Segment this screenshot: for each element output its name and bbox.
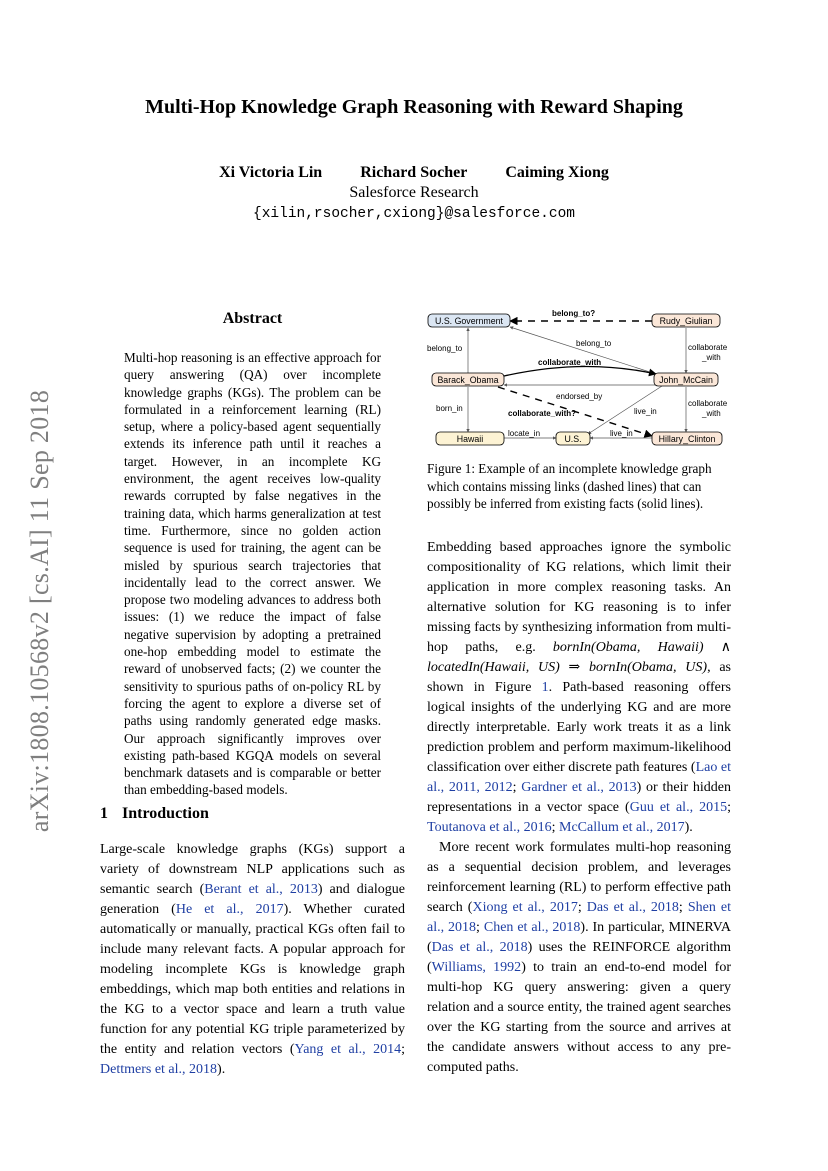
author: Caiming Xiong	[505, 164, 609, 181]
citation-link[interactable]: Chen et al., 2018	[483, 920, 581, 935]
citation-link[interactable]: Berant et al., 2013	[204, 882, 318, 897]
label-collab-with: collaborate_with	[538, 358, 602, 367]
citation-link[interactable]: Lao et al., 2011, 2012	[427, 760, 731, 795]
label-collab-q: collaborate_with?	[508, 409, 577, 418]
paper-title: Multi-Hop Knowledge Graph Reasoning with Reward Shaping	[145, 96, 683, 118]
figure-caption: Figure 1: Example of an incomplete knowledge graph which contains missing links (dashed lines) that can possibly be inferred from existing facts (solid lines).	[427, 461, 712, 512]
email	[0, 204, 828, 222]
abstract-heading: Abstract	[222, 310, 283, 327]
svg-text:Hillary_Clinton: Hillary_Clinton	[658, 434, 716, 444]
label-collab-right-top-2: _with	[702, 353, 721, 362]
label-belong-to-left: belong_to	[427, 344, 463, 353]
figure-ref-link[interactable]: 1	[541, 680, 549, 695]
node-us-government	[428, 314, 510, 327]
label-collab-right-bot-1: collaborate	[688, 399, 728, 408]
email-address: {xilin,rsocher,cxiong}@salesforce.com	[253, 206, 575, 222]
svg-text:U.S. Government: U.S. Government	[435, 316, 503, 326]
citation-link[interactable]: Williams, 1992	[431, 960, 522, 975]
affiliation: Salesforce Research	[349, 184, 479, 201]
node-barack-obama	[432, 373, 504, 386]
author: Richard Socher	[360, 164, 468, 181]
node-us	[556, 432, 590, 445]
figure-1	[424, 306, 734, 454]
citation-link[interactable]: Toutanova et al., 2016	[427, 820, 552, 835]
paragraph: More recent work formulates multi-hop reasoning as a sequential decision problem, and leverages reinforcement learning (RL) to perform effective path search (Xiong et al., 2017; Das et al., 2018; Shen et al., 2018; Chen et al., 2018). In particular, MINERVA (Das et al., 2018) uses the REINFORCE algorithm (Williams, 1992) to train an end-to-end model for multi-hop KG query answering: given a query relation and a source entity, the trained agent searches over the KG starting from the source and arrives at the candidate answers without access to any pre-computed paths.	[427, 840, 732, 1075]
abstract-body: Multi-hop reasoning is an effective approach for query answering (QA) over incomplete knowledge graphs (KGs). The problem can be formulated in a reinforcement learning (RL) setup, where a policy-based agent sequentially extends its inference path until it reaches a target. However, in an incomplete KG environment, the agent receives low-quality rewards corrupted by false negatives in the training data, which harms generalization at test time. Furthermore, since no golden action sequence is used for training, the agent can be misled by spurious search trajectories that incidentally lead to the correct answer. We propose two modeling advances to address both issues: (1) we reduce the impact of false negative supervision by adopting a pretrained one-hop embedding model to estimate the reward of unobserved facts; (2) we counter the sensitivity to spurious paths of on-policy RL by forcing the agent to explore a diverse set of paths using randomly generated edge masks. Our approach significantly improves over existing path-based KGQA models on several benchmark datasets and is comparable or better than embedding-based models.	[124, 350, 381, 798]
section-number: 1	[100, 805, 108, 822]
paragraph: Embedding based approaches ignore the symbolic compositionality of KG relations, which limit their application in more complex reasoning tasks. An alternative solution for KG reasoning is to infer missing facts by synthesizing information from multi-hop paths, e.g. bornIn(Obama, Hawaii) ∧ locatedIn(Hawaii, US) ⇒ bornIn(Obama, US), as shown in Figure 1. Path-based reasoning offers logical insights of the underlying KG and are more directly interpretable. Early work treats it as a link prediction problem and perform maximum-likelihood classification over either discrete path features (Lao et al., 2011, 2012; Gardner et al., 2013) or their hidden representations in a vector space (Guu et al., 2015; Toutanova et al., 2016; McCallum et al., 2017).	[427, 540, 731, 835]
citation-link[interactable]: Shen et al., 2018	[427, 900, 732, 935]
edge-collab-with	[504, 366, 656, 376]
label-born-in: born_in	[436, 404, 463, 413]
intro-left-column	[100, 840, 405, 1080]
node-hillary-clinton	[652, 432, 722, 445]
section-title: Introduction	[122, 805, 209, 822]
citation-link[interactable]: Das et al., 2018	[586, 900, 679, 915]
label-collab-right-bot-2: _with	[702, 409, 721, 418]
node-hawaii	[436, 432, 504, 445]
label-live-in-1: live_in	[634, 407, 657, 416]
knowledge-graph-diagram	[424, 306, 734, 454]
label-locate-in: locate_in	[508, 429, 541, 438]
arxiv-stamp	[22, 373, 58, 848]
citation-link[interactable]: Gardner et al., 2013	[521, 780, 637, 795]
label-collab-right-top-1: collaborate	[688, 343, 728, 352]
intro-right-column	[427, 538, 731, 1078]
paragraph: Large-scale knowledge graphs (KGs) support a variety of downstream NLP applications such as semantic search (Berant et al., 2013) and dialogue generation (He et al., 2017). Whether curated automatically or manually, practical KGs often fail to include many relevant facts. A popular approach for modeling incomplete KGs is knowledge graph embeddings, which map both entities and relations in the KG to a vector space and learn a truth value function for any potential KG triple parameterized by the entity and relation vectors (Yang et al., 2014; Dettmers et al., 2018).	[100, 842, 406, 1077]
label-live-in-2: live_in	[610, 429, 633, 438]
section-heading	[100, 805, 209, 823]
citation-link[interactable]: Xiong et al., 2017	[472, 900, 578, 915]
citation-link[interactable]: He et al., 2017	[175, 902, 284, 917]
label-belong-to-mid: belong_to	[576, 339, 612, 348]
svg-text:U.S.: U.S.	[564, 434, 582, 444]
formula: bornIn(Obama, Hawaii) ∧ locatedIn(Hawaii, US) ⇒ bornIn(Obama, US)	[427, 640, 731, 675]
arxiv-id: arXiv:1808.10568v2 [cs.AI] 11 Sep 2018	[25, 389, 54, 832]
author: Xi Victoria Lin	[219, 164, 323, 181]
citation-link[interactable]: McCallum et al., 2017	[559, 820, 685, 835]
svg-text:John_McCain: John_McCain	[659, 375, 713, 385]
citation-link[interactable]: Das et al., 2018	[431, 940, 528, 955]
svg-text:Rudy_Giulian: Rudy_Giulian	[659, 316, 713, 326]
svg-text:Barack_Obama: Barack_Obama	[437, 375, 499, 385]
svg-text:Hawaii: Hawaii	[456, 434, 484, 444]
authors	[0, 164, 828, 182]
citation-link[interactable]: Dettmers et al., 2018	[100, 1062, 218, 1077]
label-belong-to-q: belong_to?	[552, 309, 596, 318]
label-endorsed-by: endorsed_by	[556, 392, 603, 401]
node-john-mccain	[654, 373, 718, 386]
citation-link[interactable]: Yang et al., 2014	[294, 1042, 402, 1057]
node-rudy-giulian	[652, 314, 720, 327]
citation-link[interactable]: Guu et al., 2015	[629, 800, 728, 815]
